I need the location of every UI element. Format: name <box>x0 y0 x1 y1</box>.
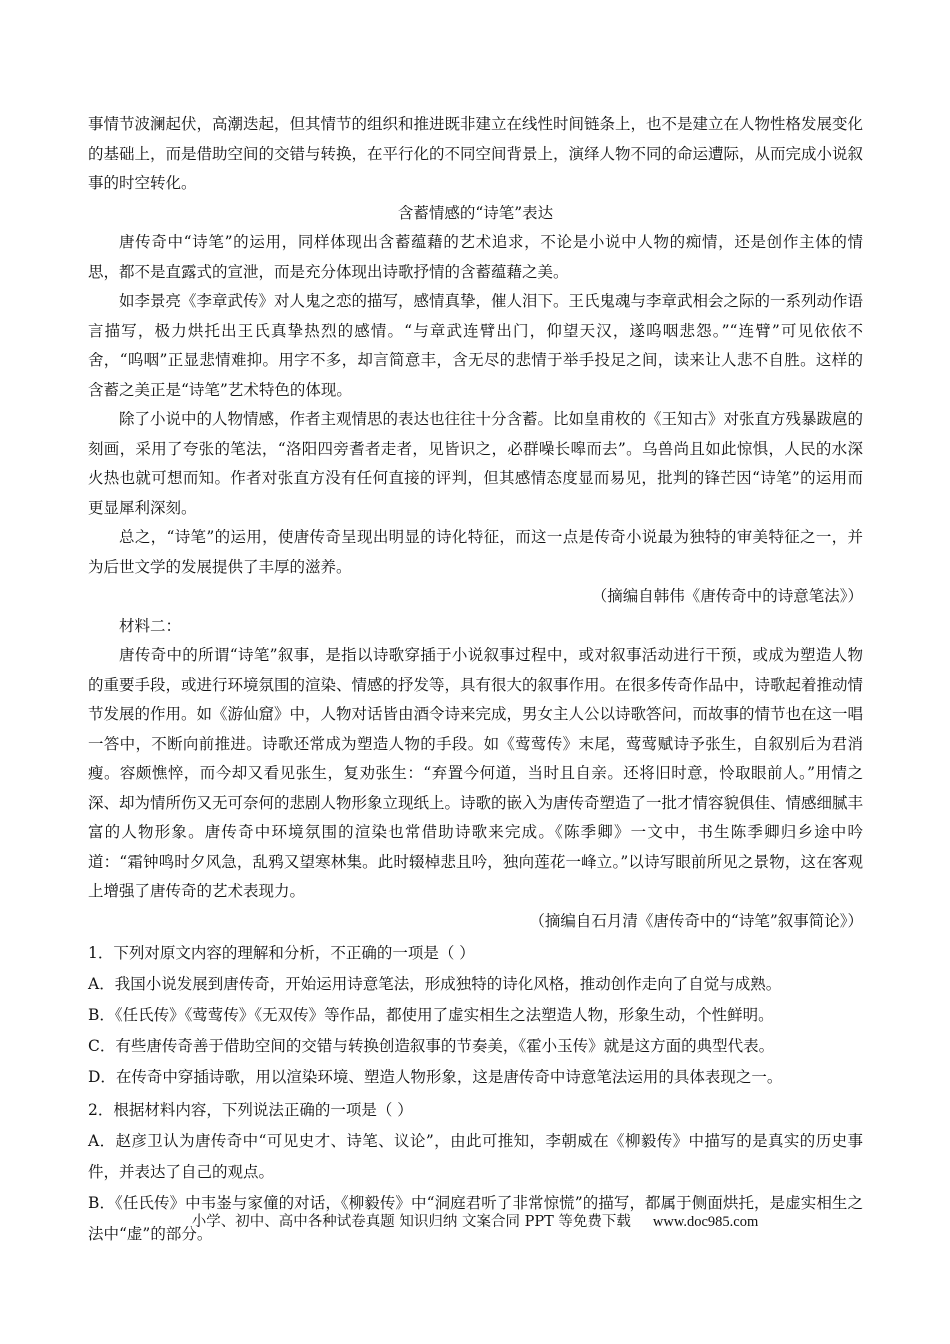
material1-paragraph: 除了小说中的人物情感，作者主观情思的表达也往往十分含蓄。比如皇甫枚的《王知古》对张直方残暴跋扈的刻画，采用了夸张的笔法，“洛阳四旁耆者走者，见皆识之，必群噪长嗥而去”。乌兽尚且如此惊惧，人民的水深火热也就可想而知。作者对张直方没有任何直接的评判，但其感情态度显而易见，批判的锋芒因“诗笔”的运用而更显犀利深刻。 <box>88 410 864 517</box>
material1-source: （摘编自韩伟《唐传奇中的诗意笔法》） <box>591 587 863 605</box>
question-1-stem: 1．下列对原文内容的理解和分析，不正确的一项是（ ） <box>88 944 475 962</box>
question-1-option-a: A．我国小说发展到唐传奇，开始运用诗意笔法，形成独特的诗化风格，推动创作走向了自觉与成熟。 <box>88 975 782 993</box>
footer-website-link[interactable]: www.doc985.com <box>652 1214 759 1230</box>
footer-text: 小学、初中、高中各种试卷真题 知识归纳 文案合同 PPT 等免费下载 <box>191 1214 631 1230</box>
material1-paragraph: 如李景亮《李章武传》对人鬼之恋的描写，感情真挚，催人泪下。王氏鬼魂与李章武相会之际的一系列动作语言描写，极力烘托出王氏真挚热烈的感情。“与章武连臂出门，仰望天汉，遂呜咽悲怨。”“连臂”可见依依不舍，“呜咽”正显悲情难抑。用字不多，却言简意丰，含无尽的悲情于举手投足之间，读来让人悲不自胜。这样的含蓄之美正是“诗笔”艺术特色的体现。 <box>88 292 864 399</box>
question-1-option-b: B．《任氏传》《莺莺传》《无双传》等作品，都使用了虚实相生之法塑造人物，形象生动，个性鲜明。 <box>88 1006 774 1024</box>
material2-paragraph: 唐传奇中的所谓“诗笔”叙事，是指以诗歌穿插于小说叙事过程中，或对叙事活动进行干预，或成为塑造人物的重要手段，或进行环境氛围的渲染、情感的抒发等，具有很大的叙事作用。在很多传奇作品中，诗歌起着推动情节发展的作用。如《游仙窟》中，人物对话皆由酒令诗来完成，男女主人公以诗歌答问，而故事的情节也在这一唱一答中，不断向前推进。诗歌还常成为塑造人物的手段。如《莺莺传》末尾，莺莺赋诗予张生，自叙别后为君消瘦。容颇憔悴，而今却又看见张生，复劝张生：“弃置今何道，当时且自亲。还将旧时意，怜取眼前人。”用情之深、却为情所伤又无可奈何的悲剧人物形象立现纸上。诗歌的嵌入为唐传奇塑造了一批才情容貌俱佳、情感细腻丰富的人物形象。唐传奇中环境氛围的渲染也常借助诗歌来完成。《陈季卿》一文中，书生陈季卿归乡途中吟道：“霜钟鸣时夕风急，乱鸦又望寒林集。此时辍棹悲且吟，独向莲花一峰立。”以诗写眼前所见之景物，这在客观上增强了唐传奇的艺术表现力。 <box>88 646 864 900</box>
material1-paragraph: 总之，“诗笔”的运用，使唐传奇呈现出明显的诗化特征，而这一点是传奇小说最为独特的审美特征之一，并为后世文学的发展提供了丰厚的滋养。 <box>88 528 863 576</box>
document-page <box>88 110 863 1250</box>
material2-source: （摘编自石月清《唐传奇中的“诗笔”叙事简论》） <box>529 911 863 930</box>
material1-paragraph-end: 事情节波澜起伏，高潮迭起，但其情节的组织和推进既非建立在线性时间链条上，也不是建立在人物性格发展变化的基础上，而是借助空间的交错与转换，在平行化的不同空间背景上，演绎人物不同的命运遭际，从而完成小说叙事的时空转化。 <box>88 115 864 192</box>
question-2-stem: 2．根据材料内容，下列说法正确的一项是（ ） <box>88 1101 413 1119</box>
question-1-option-d: D．在传奇中穿插诗歌，用以渲染环境、塑造人物形象，这是唐传奇中诗意笔法运用的具体表现之一。 <box>88 1068 783 1086</box>
material1-paragraph: 唐传奇中“诗笔”的运用，同样体现出含蓄蕴藉的艺术追求，不论是小说中人物的痴情，还是创作主体的情思，都不是直露式的宣泄，而是充分体现出诗歌抒情的含蓄蕴藉之美。 <box>88 233 863 281</box>
section-heading: 含蓄情感的“诗笔”表达 <box>397 203 554 222</box>
material2-label: 材料二： <box>119 616 182 635</box>
question-2-option-a: A．赵彦卫认为唐传奇中“可见史才、诗笔、议论”，由此可推知，李朝威在《柳毅传》中描写的是真实的历史事件，并表达了自己的观点。 <box>88 1132 863 1181</box>
page-footer <box>0 1210 950 1231</box>
question-1-option-c: C．有些唐传奇善于借助空间的交错与转换创造叙事的节奏美，《霍小玉传》就是这方面的典型代表。 <box>88 1037 775 1055</box>
question-2-option-b: B．《任氏传》中韦崟与家僮的对话，《柳毅传》中“洞庭君听了非常惊慌”的描写，都属于侧面烘托，是虚实相生之法中“虚”的部分。 <box>88 1194 863 1243</box>
